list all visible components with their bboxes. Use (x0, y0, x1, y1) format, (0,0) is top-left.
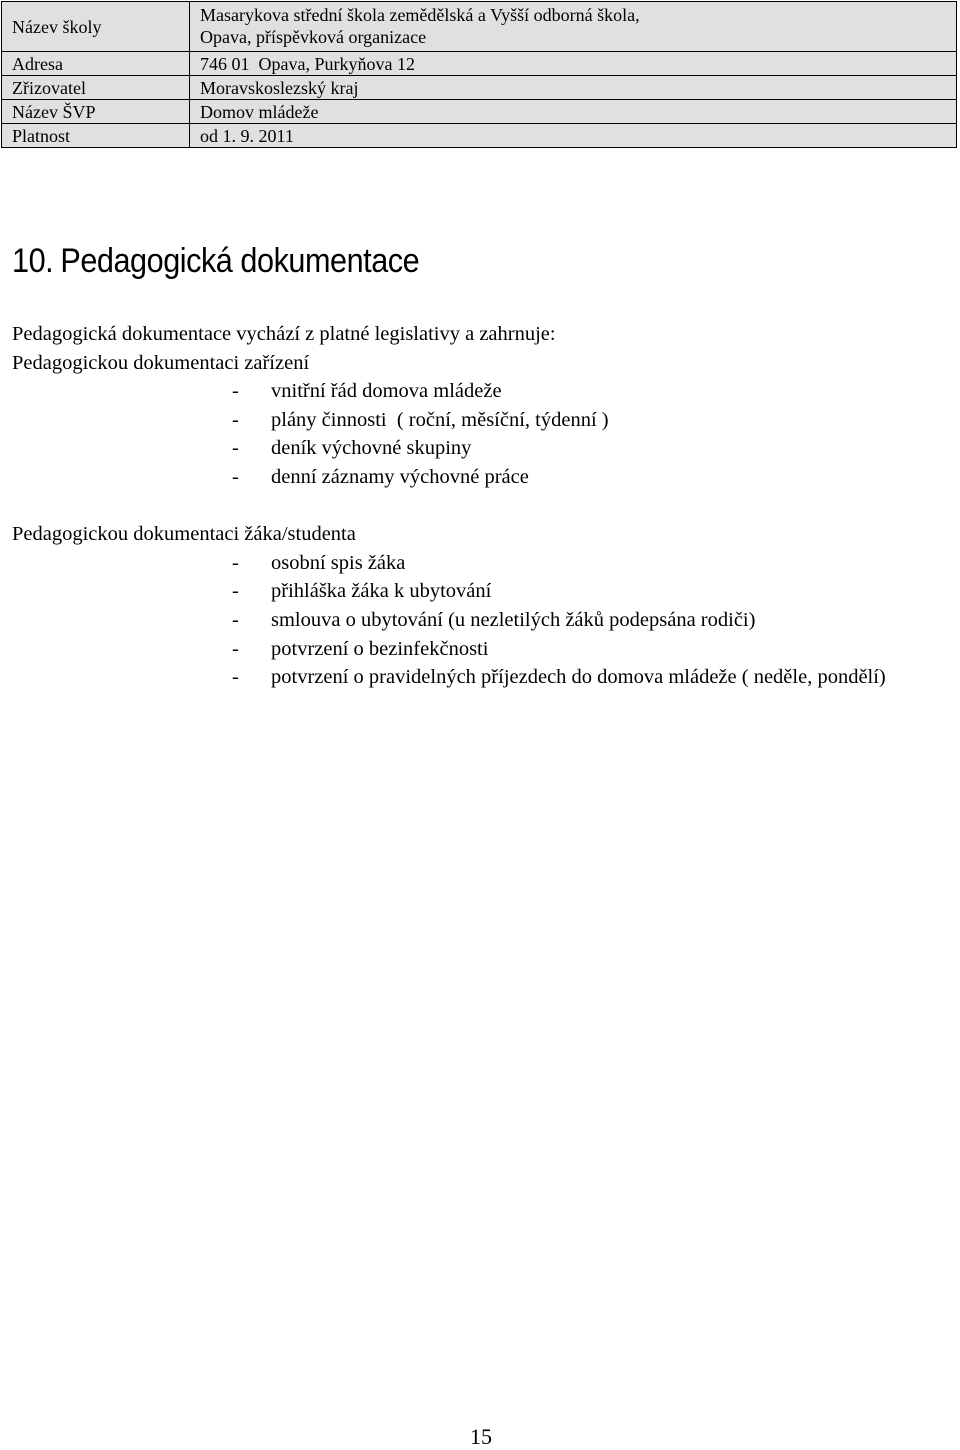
table-row (2, 100, 957, 124)
row-label: Název ŠVP (2, 100, 190, 124)
list-item-text: smlouva o ubytování (u nezletilých žáků podepsána rodiči) (271, 608, 756, 631)
dash-bullet: - (232, 608, 239, 631)
list-item (12, 406, 942, 435)
list-item (12, 463, 942, 492)
list-item-text: vnitřní řád domova mládeže (271, 380, 502, 403)
list-item-text: potvrzení o bezinfekčnosti (271, 637, 489, 660)
dash-bullet: - (232, 580, 239, 603)
school-name-line: Opava, příspěvková organizace (200, 27, 427, 47)
row-value: od 1. 9. 2011 (190, 124, 957, 148)
table-row (2, 2, 957, 52)
facility-documents-list (12, 377, 942, 491)
list-item (12, 377, 942, 406)
list-item (12, 434, 942, 463)
page-number: 15 (470, 1424, 492, 1449)
list-item-text: deník výchovné skupiny (271, 437, 472, 460)
group-heading: Pedagogickou dokumentaci zařízení (12, 351, 310, 374)
list-item (12, 549, 942, 578)
section-title: Pedagogická dokumentace (60, 242, 420, 280)
row-label: Adresa (2, 52, 190, 76)
table-row (2, 76, 957, 100)
intro-paragraph: Pedagogická dokumentace vychází z platné legislativy a zahrnuje: (12, 323, 556, 345)
row-label: Název školy (2, 2, 190, 52)
row-value: Moravskoslezský kraj (190, 76, 957, 100)
school-info-table (1, 1, 957, 148)
list-item (12, 577, 942, 606)
dash-bullet: - (232, 380, 239, 403)
dash-bullet: - (232, 465, 239, 488)
school-name-line: Masarykova střední škola zemědělská a Vyšší odborná škola, (200, 5, 640, 25)
table-row (2, 124, 957, 148)
row-value: 746 01 Opava, Purkyňova 12 (190, 52, 957, 76)
dash-bullet: - (232, 551, 239, 574)
row-label: Zřizovatel (2, 76, 190, 100)
row-value (190, 2, 957, 52)
list-item-text: potvrzení o pravidelných příjezdech do domova mládeže ( neděle, pondělí) (271, 666, 886, 689)
paragraph-gap (12, 492, 942, 521)
list-item (12, 635, 942, 664)
list-item (12, 663, 942, 692)
section-heading (12, 238, 419, 284)
dash-bullet: - (232, 666, 239, 689)
group-heading: Pedagogickou dokumentaci žáka/studenta (12, 523, 356, 546)
dash-bullet: - (232, 637, 239, 660)
table-row (2, 52, 957, 76)
student-documents-list (12, 549, 942, 692)
row-value: Domov mládeže (190, 100, 957, 124)
list-item-text: přihláška žáka k ubytování (271, 580, 492, 603)
list-item-text: plány činnosti ( roční, měsíční, týdenní ) (271, 408, 609, 431)
section-number: 10. (12, 242, 54, 280)
list-item (12, 606, 942, 635)
list-item-text: denní záznamy výchovné práce (271, 465, 529, 488)
list-item-text: osobní spis žáka (271, 551, 406, 574)
dash-bullet: - (232, 437, 239, 460)
row-label: Platnost (2, 124, 190, 148)
dash-bullet: - (232, 408, 239, 431)
body-text (12, 320, 942, 692)
